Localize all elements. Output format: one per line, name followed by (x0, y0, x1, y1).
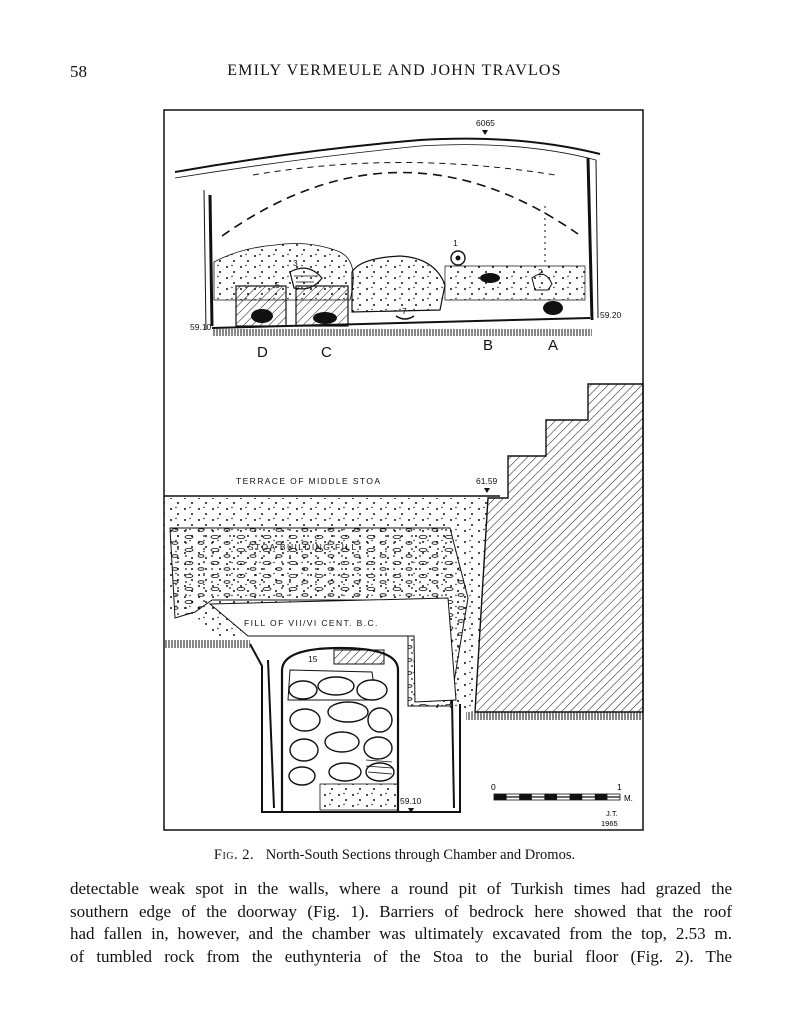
marker-1: 1 (453, 238, 458, 248)
elevation-top: 6065 (476, 118, 495, 128)
collapsed-boulder (352, 256, 445, 312)
lintel (334, 650, 384, 664)
draftsman-initials: J.T. (606, 809, 618, 818)
stone (325, 732, 359, 752)
stone (368, 708, 392, 732)
stone (318, 677, 354, 695)
chamber-section (175, 139, 600, 336)
running-head: EMILY VERMEULE AND JOHN TRAVLOS (227, 62, 562, 79)
elevation-bottom: 59.10 (400, 796, 422, 806)
stoa-foundation-hatched (475, 384, 643, 712)
dromos-section (164, 384, 643, 812)
section-drawing (160, 106, 648, 836)
label-a: A (548, 337, 559, 354)
caption-label: Fig. 2. (213, 847, 255, 863)
stone (289, 681, 317, 699)
bedrock-left (164, 640, 250, 648)
elevation-left: 59.10 (190, 322, 212, 332)
marker-5: 5 (275, 280, 280, 290)
dromos-wall-left (268, 660, 274, 808)
body-line: detectable weak spot in the walls, where a round pit of Turkish times had grazed the (70, 879, 732, 898)
marker-3: 3 (293, 258, 298, 268)
body-line: of tumbled rock from the euthynteria of the Stoa to the burial floor (Fig. 2). The (70, 946, 732, 966)
bedrock-right (466, 712, 643, 720)
stone (289, 767, 315, 785)
body-line: southern edge of the doorway (Fig. 1). Barriers of bedrock here showed that the roof (70, 901, 732, 921)
label-b: B (483, 337, 494, 354)
stone (290, 739, 318, 761)
marker-2: 2 (538, 267, 543, 277)
chamber-wall-right (588, 158, 592, 320)
bedrock-floor (212, 329, 592, 336)
skull-b (480, 273, 500, 283)
stone (329, 763, 361, 781)
caption-text: North-South Sections through Chamber and Dromos. (265, 847, 576, 863)
elevation-mid: 61.59 (476, 476, 498, 486)
chamber-wall-left (210, 195, 212, 326)
dromos-wall-right (452, 700, 454, 808)
skull-d (251, 309, 273, 323)
vault-outline (222, 172, 578, 236)
terrace-label: TERRACE OF MIDDLE STOA (236, 476, 382, 486)
page-number: 58 (70, 62, 87, 81)
marker-15: 15 (308, 654, 318, 664)
ground-surface (175, 139, 600, 172)
stoa-fill-label: STOA BUILDING FILL (248, 542, 358, 552)
skull-a (543, 301, 563, 315)
doorway-floor-fill (320, 784, 398, 810)
drawing-year: 1965 (601, 819, 618, 828)
stone (328, 702, 368, 722)
burial-letters (257, 337, 558, 361)
stone (357, 680, 387, 700)
figure-2 (160, 106, 648, 841)
stone (290, 709, 320, 731)
scale-one: 1 (617, 782, 622, 792)
fill-cent-label: FILL OF VII/VI CENT. B.C. (244, 618, 379, 628)
stone (364, 737, 392, 759)
scale-unit: M. (624, 794, 633, 803)
body-text (70, 878, 732, 968)
marker-7: 7 (402, 306, 407, 316)
label-d: D (257, 344, 268, 361)
skull-c (313, 312, 337, 324)
elevation-right: 59.20 (600, 310, 622, 320)
scale-zero: 0 (491, 782, 496, 792)
label-c: C (321, 344, 332, 361)
figure-caption (0, 847, 789, 864)
scale-bar (491, 782, 633, 803)
body-line: had fallen in, however, and the chamber was ultimately excavated from the top, 2.53 m. (70, 924, 732, 943)
